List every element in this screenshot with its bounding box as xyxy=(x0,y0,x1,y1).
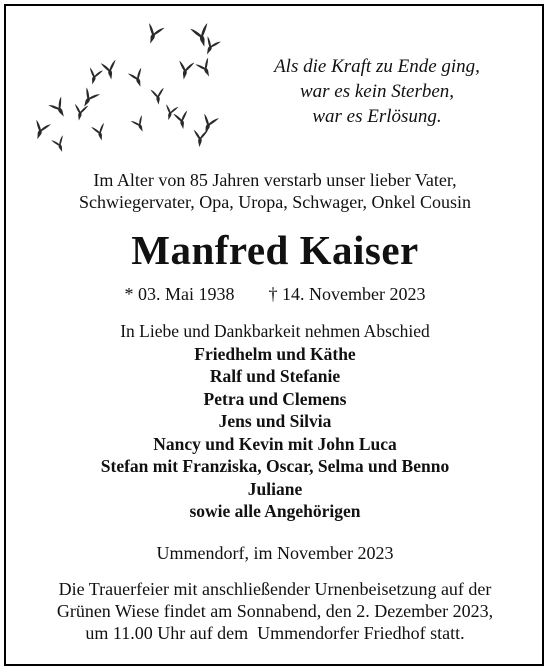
death-date: † 14. November 2023 xyxy=(268,284,426,304)
mourner-name: sowie alle Angehörigen xyxy=(189,501,361,521)
mourners-heading: In Liebe und Dankbarkeit nehmen Abschied xyxy=(120,321,430,341)
intro-text xyxy=(0,169,550,213)
intro-line: Schwiegervater, Opa, Uropa, Schwager, Onkel Cousin xyxy=(79,192,471,212)
poem-line: Als die Kraft zu Ende ging, xyxy=(274,56,480,77)
life-dates xyxy=(0,283,550,305)
mourner-name: Nancy und Kevin mit John Luca xyxy=(153,433,397,454)
notice-line: um 11.00 Uhr auf dem Ummendorfer Friedhof statt. xyxy=(85,623,465,643)
mourner-name: Petra und Clemens xyxy=(203,388,347,409)
funeral-notice xyxy=(0,578,550,644)
flock-of-birds-icon xyxy=(20,14,235,164)
poem-line: war es kein Sterben, xyxy=(299,81,455,102)
mourners-list xyxy=(0,320,550,523)
poem-line: war es Erlösung. xyxy=(312,106,442,127)
deceased-name: Manfred Kaiser xyxy=(131,227,419,273)
notice-line: Grünen Wiese findet am Sonnabend, den 2. Dezember 2023, xyxy=(56,601,494,621)
mourner-name: Jens und Silvia xyxy=(218,411,332,431)
mourner-name: Stefan mit Franziska, Oscar, Selma und Benno xyxy=(100,456,450,476)
birth-date: * 03. Mai 1938 xyxy=(124,284,235,304)
notice-line: Die Trauerfeier mit anschließender Urnenbeisetzung auf der xyxy=(58,579,492,599)
poem xyxy=(232,54,522,129)
mourner-name: Ralf und Stefanie xyxy=(209,366,341,386)
mourner-name: Friedhelm und Käthe xyxy=(194,343,356,364)
place-date: Ummendorf, im November 2023 xyxy=(156,543,394,563)
intro-line: Im Alter von 85 Jahren verstarb unser lieber Vater, xyxy=(93,170,457,190)
mourner-name: Juliane xyxy=(247,478,303,499)
